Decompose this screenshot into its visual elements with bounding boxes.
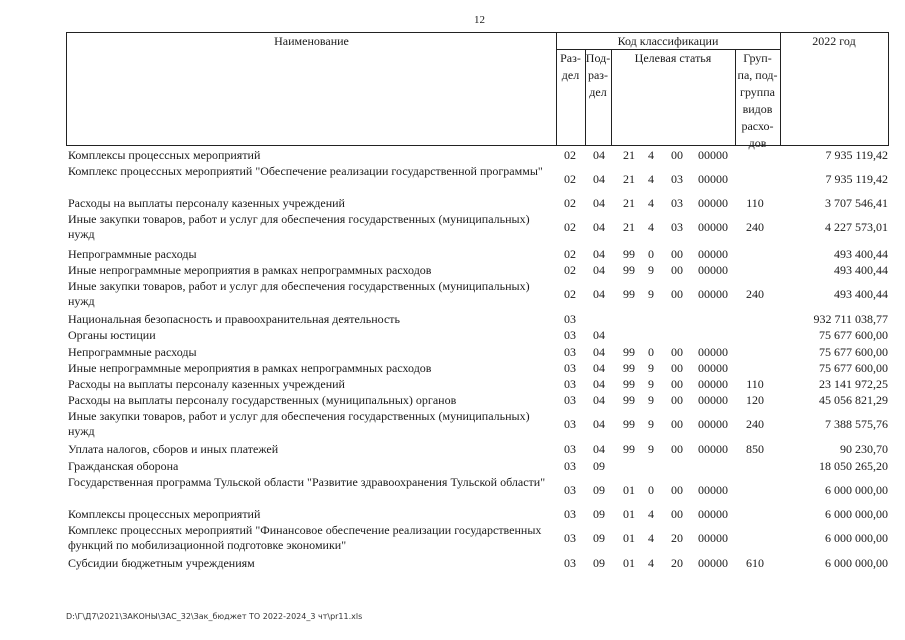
row-name: Органы юстиции: [68, 328, 156, 342]
razdel-cell: 03: [564, 377, 576, 391]
program-code-cell: 21: [623, 172, 635, 186]
podrazdel-cell: 04: [593, 328, 605, 342]
table-row: [0, 507, 905, 522]
podrazdel-cell: 04: [593, 361, 605, 375]
amount-cell: 7 935 119,42: [825, 148, 888, 162]
program-code-cell: 01: [623, 556, 635, 570]
podrazdel-cell: 04: [593, 247, 605, 261]
program-code-cell: 99: [623, 417, 635, 431]
table-row: [0, 361, 905, 376]
expense-type-cell: 610: [746, 556, 764, 570]
podrazdel-cell: 04: [593, 148, 605, 162]
event-code-cell: 20: [671, 556, 683, 570]
razdel-cell: 02: [564, 172, 576, 186]
podrazdel-cell: 04: [593, 263, 605, 277]
amount-cell: 23 141 972,25: [819, 377, 888, 391]
subprogram-code-cell: 4: [648, 172, 654, 186]
row-name: Комплекс процессных мероприятий "Финансовое обеспечение реализации государственных функций по мобилизационной подготовке экономики": [68, 523, 542, 552]
row-name: Гражданская оборона: [68, 459, 179, 473]
direction-code-cell: 00000: [698, 417, 728, 431]
event-code-cell: 00: [671, 247, 683, 261]
table-row: [0, 523, 905, 554]
page-number: 12: [474, 14, 485, 26]
table-row: [0, 196, 905, 211]
podrazdel-cell: 09: [593, 483, 605, 497]
amount-cell: 75 677 600,00: [819, 345, 888, 359]
table-row: [0, 442, 905, 457]
table-row: [0, 164, 905, 195]
program-code-cell: 01: [623, 507, 635, 521]
row-name: Иные непрограммные мероприятия в рамках непрограммных расходов: [68, 263, 432, 277]
table-row: [0, 328, 905, 343]
subprogram-code-cell: 9: [648, 442, 654, 456]
amount-cell: 7 935 119,42: [825, 172, 888, 186]
header-vid: Груп- па, под- группа видов расхо- дов: [737, 51, 778, 150]
direction-code-cell: 00000: [698, 196, 728, 210]
razdel-cell: 03: [564, 507, 576, 521]
subprogram-code-cell: 9: [648, 377, 654, 391]
row-name: Расходы на выплаты персоналу казенных учреждений: [68, 196, 345, 210]
razdel-cell: 03: [564, 531, 576, 545]
header-razdel: Раз- дел: [560, 51, 581, 82]
amount-cell: 6 000 000,00: [825, 531, 888, 545]
table-row: [0, 279, 905, 310]
expense-type-cell: 110: [746, 196, 764, 210]
razdel-cell: 02: [564, 148, 576, 162]
amount-cell: 90 230,70: [840, 442, 888, 456]
row-name: Иные закупки товаров, работ и услуг для обеспечения государственных (муниципальных) нужд: [68, 212, 530, 241]
event-code-cell: 03: [671, 220, 683, 234]
program-code-cell: 99: [623, 287, 635, 301]
razdel-cell: 02: [564, 287, 576, 301]
table-row: [0, 459, 905, 474]
table-row: [0, 312, 905, 327]
direction-code-cell: 00000: [698, 220, 728, 234]
program-code-cell: 99: [623, 247, 635, 261]
razdel-cell: 03: [564, 483, 576, 497]
podrazdel-cell: 04: [593, 377, 605, 391]
razdel-cell: 02: [564, 263, 576, 277]
expense-type-cell: 240: [746, 417, 764, 431]
row-name: Непрограммные расходы: [68, 345, 197, 359]
event-code-cell: 00: [671, 345, 683, 359]
event-code-cell: 20: [671, 531, 683, 545]
expense-type-cell: 120: [746, 393, 764, 407]
event-code-cell: 00: [671, 287, 683, 301]
direction-code-cell: 00000: [698, 556, 728, 570]
podrazdel-cell: 04: [593, 393, 605, 407]
podrazdel-cell: 04: [593, 172, 605, 186]
razdel-cell: 02: [564, 196, 576, 210]
header-code-group: Код классификации: [617, 34, 719, 48]
amount-cell: 6 000 000,00: [825, 483, 888, 497]
razdel-cell: 03: [564, 328, 576, 342]
razdel-cell: 03: [564, 417, 576, 431]
table-row: [0, 393, 905, 408]
direction-code-cell: 00000: [698, 148, 728, 162]
amount-cell: 75 677 600,00: [819, 361, 888, 375]
amount-cell: 6 000 000,00: [825, 507, 888, 521]
program-code-cell: 99: [623, 393, 635, 407]
razdel-cell: 03: [564, 312, 576, 326]
razdel-cell: 03: [564, 459, 576, 473]
razdel-cell: 02: [564, 220, 576, 234]
direction-code-cell: 00000: [698, 442, 728, 456]
subprogram-code-cell: 4: [648, 148, 654, 162]
subprogram-code-cell: 4: [648, 507, 654, 521]
program-code-cell: 01: [623, 483, 635, 497]
podrazdel-cell: 04: [593, 345, 605, 359]
header-year: 2022 год: [812, 34, 856, 48]
podrazdel-cell: 09: [593, 556, 605, 570]
subprogram-code-cell: 0: [648, 345, 654, 359]
subprogram-code-cell: 4: [648, 556, 654, 570]
table-row: [0, 148, 905, 163]
table-row: [0, 409, 905, 440]
direction-code-cell: 00000: [698, 483, 728, 497]
row-name: Национальная безопасность и правоохранительная деятельность: [68, 312, 401, 326]
amount-cell: 45 056 821,29: [819, 393, 888, 407]
podrazdel-cell: 09: [593, 507, 605, 521]
direction-code-cell: 00000: [698, 361, 728, 375]
expense-type-cell: 110: [746, 377, 764, 391]
razdel-cell: 03: [564, 556, 576, 570]
podrazdel-cell: 09: [593, 531, 605, 545]
program-code-cell: 99: [623, 345, 635, 359]
podrazdel-cell: 09: [593, 459, 605, 473]
expense-type-cell: 850: [746, 442, 764, 456]
subprogram-code-cell: 0: [648, 247, 654, 261]
expense-type-cell: 240: [746, 287, 764, 301]
direction-code-cell: 00000: [698, 172, 728, 186]
podrazdel-cell: 04: [593, 417, 605, 431]
program-code-cell: 21: [623, 196, 635, 210]
program-code-cell: 01: [623, 531, 635, 545]
table-row: [0, 556, 905, 571]
amount-cell: 6 000 000,00: [825, 556, 888, 570]
program-code-cell: 99: [623, 263, 635, 277]
row-name: Уплата налогов, сборов и иных платежей: [68, 442, 279, 456]
podrazdel-cell: 04: [593, 220, 605, 234]
subprogram-code-cell: 9: [648, 417, 654, 431]
program-code-cell: 21: [623, 148, 635, 162]
row-name: Субсидии бюджетным учреждениям: [68, 556, 255, 570]
event-code-cell: 00: [671, 483, 683, 497]
amount-cell: 7 388 575,76: [825, 417, 888, 431]
table-row: [0, 212, 905, 243]
amount-cell: 493 400,44: [834, 263, 888, 277]
header-name: Наименование: [274, 34, 349, 48]
program-code-cell: 99: [623, 361, 635, 375]
event-code-cell: 00: [671, 393, 683, 407]
subprogram-code-cell: 9: [648, 263, 654, 277]
amount-cell: 932 711 038,77: [813, 312, 888, 326]
podrazdel-cell: 04: [593, 196, 605, 210]
razdel-cell: 03: [564, 361, 576, 375]
event-code-cell: 00: [671, 377, 683, 391]
direction-code-cell: 00000: [698, 393, 728, 407]
table-row: [0, 475, 905, 506]
event-code-cell: 00: [671, 361, 683, 375]
amount-cell: 4 227 573,01: [825, 220, 888, 234]
event-code-cell: 00: [671, 148, 683, 162]
amount-cell: 493 400,44: [834, 247, 888, 261]
row-name: Иные закупки товаров, работ и услуг для обеспечения государственных (муниципальных) нужд: [68, 409, 530, 438]
program-code-cell: 99: [623, 442, 635, 456]
razdel-cell: 03: [564, 345, 576, 359]
event-code-cell: 00: [671, 507, 683, 521]
file-path: D:\Г\Д7\2021\ЗАКОНЫ\ЗАС_32\Зак_бюджет ТО 2022-2024_3 чт\pr11.xls: [66, 612, 363, 621]
row-name: Расходы на выплаты персоналу государственных (муниципальных) органов: [68, 393, 457, 407]
direction-code-cell: 00000: [698, 345, 728, 359]
event-code-cell: 00: [671, 417, 683, 431]
amount-cell: 75 677 600,00: [819, 328, 888, 342]
table-row: [0, 263, 905, 278]
event-code-cell: 00: [671, 263, 683, 277]
row-name: Непрограммные расходы: [68, 247, 197, 261]
header-celevaya: Целевая статья: [634, 51, 712, 65]
table-row: [0, 247, 905, 262]
podrazdel-cell: 04: [593, 442, 605, 456]
amount-cell: 3 707 546,41: [825, 196, 888, 210]
subprogram-code-cell: 4: [648, 531, 654, 545]
subprogram-code-cell: 4: [648, 220, 654, 234]
subprogram-code-cell: 9: [648, 361, 654, 375]
direction-code-cell: 00000: [698, 247, 728, 261]
direction-code-cell: 00000: [698, 531, 728, 545]
direction-code-cell: 00000: [698, 377, 728, 391]
subprogram-code-cell: 9: [648, 287, 654, 301]
row-name: Комплексы процессных мероприятий: [68, 148, 261, 162]
event-code-cell: 03: [671, 172, 683, 186]
subprogram-code-cell: 4: [648, 196, 654, 210]
razdel-cell: 02: [564, 247, 576, 261]
subprogram-code-cell: 9: [648, 393, 654, 407]
header-podrazdel: Под- раз- дел: [585, 51, 611, 99]
podrazdel-cell: 04: [593, 287, 605, 301]
razdel-cell: 03: [564, 393, 576, 407]
direction-code-cell: 00000: [698, 263, 728, 277]
amount-cell: 18 050 265,20: [819, 459, 888, 473]
direction-code-cell: 00000: [698, 507, 728, 521]
row-name: Комплексы процессных мероприятий: [68, 507, 261, 521]
razdel-cell: 03: [564, 442, 576, 456]
program-code-cell: 21: [623, 220, 635, 234]
event-code-cell: 03: [671, 196, 683, 210]
amount-cell: 493 400,44: [834, 287, 888, 301]
table-header: [66, 32, 889, 150]
direction-code-cell: 00000: [698, 287, 728, 301]
row-name: Комплекс процессных мероприятий "Обеспечение реализации государственной программы": [68, 164, 543, 178]
program-code-cell: 99: [623, 377, 635, 391]
expense-type-cell: 240: [746, 220, 764, 234]
row-name: Расходы на выплаты персоналу казенных учреждений: [68, 377, 345, 391]
row-name: Иные закупки товаров, работ и услуг для обеспечения государственных (муниципальных) нужд: [68, 279, 530, 308]
row-name: Иные непрограммные мероприятия в рамках непрограммных расходов: [68, 361, 432, 375]
table-row: [0, 345, 905, 360]
row-name: Государственная программа Тульской области "Развитие здравоохранения Тульской области": [68, 475, 546, 489]
table-row: [0, 377, 905, 392]
subprogram-code-cell: 0: [648, 483, 654, 497]
event-code-cell: 00: [671, 442, 683, 456]
